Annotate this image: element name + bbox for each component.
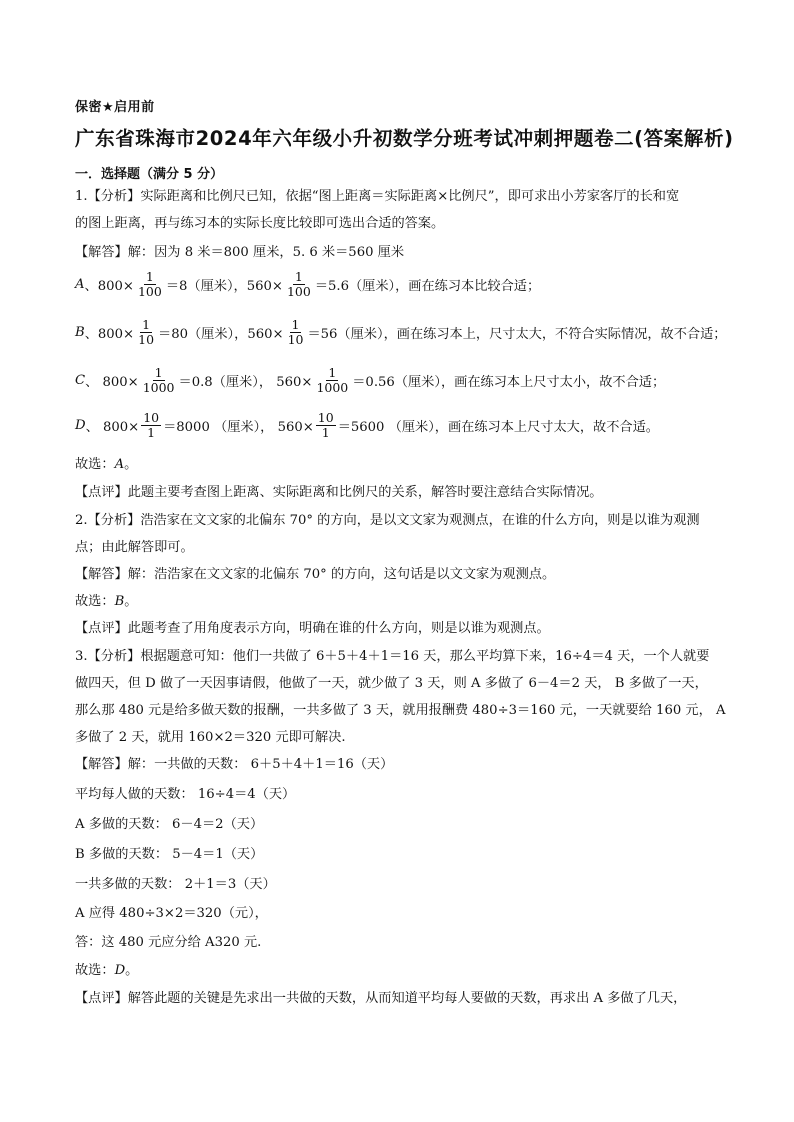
option-label: B [75, 325, 85, 340]
formula-text: ＝80（厘米），560× [158, 327, 284, 342]
denominator: 10 [287, 332, 304, 347]
fraction [316, 411, 336, 440]
confidential-label: 保密★启用前 [75, 100, 155, 115]
q1-analysis-line-1: 1.【分析】实际距离和比例尺已知，依据“图上距离＝实际距离×比例尺”，即可求出小芳家客厅的长和宽 [75, 189, 680, 204]
q1-comment: 【点评】此题主要考查图上距离、实际距离和比例尺的关系，解答时要注意结合实际情况。 [75, 485, 603, 500]
option-label: A [75, 277, 85, 292]
formula-text: ＝8000 （厘米）， 560× [163, 420, 314, 435]
q1-solution-intro: 【解答】解：因为 8 米＝800 厘米，5. 6 米＝560 厘米 [75, 245, 405, 260]
fraction [314, 366, 350, 395]
q3-analysis-line-2: 做四天，但 D 做了一天因事请假，他做了一天，就少做了 3 天，则 A 多做了 6－4＝2 天， B 多做了一天， [75, 676, 708, 691]
q3-solution-line-6: A 应得 480÷3×2＝320（元）， [75, 906, 268, 921]
fraction [141, 411, 161, 440]
q1-option-a [75, 270, 540, 299]
choice-end: 。 [125, 963, 139, 978]
choice-letter: B [114, 594, 125, 609]
choice-prefix: 故选： [75, 963, 115, 978]
formula-text: ＝56（厘米），画在练习本上，尺寸太大，不符合实际情况，故不合适； [307, 327, 727, 342]
denominator: 100 [137, 284, 162, 299]
denominator: 1000 [142, 380, 175, 395]
choice-letter: D [114, 963, 126, 978]
q3-analysis-line-3: 那么那 480 元是给多做天数的报酬，一共多做了 3 天，就用报酬费 480÷3＝160 元，一天就要给 160 元， A [75, 703, 726, 718]
q3-analysis-line-4: 多做了 2 天，就用 160×2＝320 元即可解决. [75, 730, 346, 745]
fraction [286, 318, 306, 347]
document-title: 广东省珠海市2024年六年级小升初数学分班考试冲刺押题卷二(答案解析) [75, 127, 734, 150]
numerator: 10 [317, 410, 334, 425]
fraction [141, 366, 177, 395]
q3-solution-line-5: 一共多做的天数： 2＋1＝3（天） [75, 877, 276, 892]
numerator: 10 [143, 410, 160, 425]
choice-letter: A [114, 457, 125, 472]
q1-analysis-line-2: 的图上距离，再与练习本的实际长度比较即可选出合适的答案。 [75, 216, 445, 231]
formula-text: ＝0.8（厘米）， 560× [178, 375, 313, 390]
q1-option-c [75, 366, 665, 395]
option-label: D [75, 418, 86, 433]
q2-choice [75, 593, 137, 611]
formula-text: 、 800× [85, 375, 139, 390]
numerator: 1 [291, 317, 300, 332]
q1-option-b [75, 318, 726, 347]
fraction [136, 270, 164, 299]
formula-text: ＝5.6（厘米），画在练习本比较合适； [314, 279, 541, 294]
fraction [285, 270, 313, 299]
denominator: 1 [321, 425, 330, 440]
q1-choice [75, 456, 137, 474]
q2-comment: 【点评】此题考查了用角度表示方向，明确在谁的什么方向，则是以谁为观测点。 [75, 621, 550, 636]
denominator: 10 [138, 332, 155, 347]
numerator: 1 [142, 317, 151, 332]
formula-text: ＝8（厘米），560× [165, 279, 283, 294]
choice-end: 。 [124, 594, 138, 609]
numerator: 1 [294, 269, 303, 284]
numerator: 1 [328, 365, 337, 380]
fraction [136, 318, 156, 347]
formula-text: 、800× [84, 279, 134, 294]
numerator: 1 [145, 269, 154, 284]
q3-solution-line-2: 平均每人做的天数： 16÷4＝4（天） [75, 787, 296, 802]
formula-text: 、 800× [85, 420, 140, 435]
q2-analysis-line-1: 2.【分析】浩浩家在文文家的北偏东 70° 的方向，是以文文家为观测点，在谁的什么方向，则是以谁为观测 [75, 513, 700, 528]
denominator: 100 [286, 284, 311, 299]
numerator: 1 [154, 365, 163, 380]
formula-text: ＝0.56（厘米），画在练习本上尺寸太小，故不合适； [352, 375, 666, 390]
denominator: 1000 [316, 380, 349, 395]
option-label: C [75, 373, 86, 388]
q2-analysis-line-2: 点；由此解答即可。 [75, 540, 194, 555]
q3-choice [75, 962, 138, 980]
q2-solution: 【解答】解：浩浩家在文文家的北偏东 70° 的方向，这句话是以文文家为观测点。 [75, 567, 556, 582]
formula-text: 、800× [84, 327, 135, 342]
choice-prefix: 故选： [75, 457, 115, 472]
q3-solution-line-3: A 多做的天数： 6－4＝2（天） [75, 817, 264, 832]
formula-text: ＝5600 （厘米），画在练习本上尺寸太大，故不合适。 [337, 420, 659, 435]
q3-solution-line-4: B 多做的天数： 5－4＝1（天） [75, 847, 264, 862]
denominator: 1 [147, 425, 156, 440]
q3-solution-line-1: 【解答】解：一共做的天数： 6＋5＋4＋1＝16（天） [75, 757, 394, 772]
choice-end: 。 [124, 457, 138, 472]
q3-solution-line-7: 答：这 480 元应分给 A320 元. [75, 935, 262, 950]
section-heading: 一．选择题（满分 5 分） [75, 167, 224, 182]
q3-comment: 【点评】解答此题的关键是先求出一共做的天数，从而知道平均每人要做的天数，再求出 A 多做了几天， [75, 991, 687, 1006]
q3-analysis-line-1: 3.【分析】根据题意可知：他们一共做了 6＋5＋4＋1＝16 天，那么平均算下来，16÷4＝4 天，一个人就要 [75, 649, 710, 664]
choice-prefix: 故选： [75, 594, 115, 609]
q1-option-d [75, 411, 659, 440]
